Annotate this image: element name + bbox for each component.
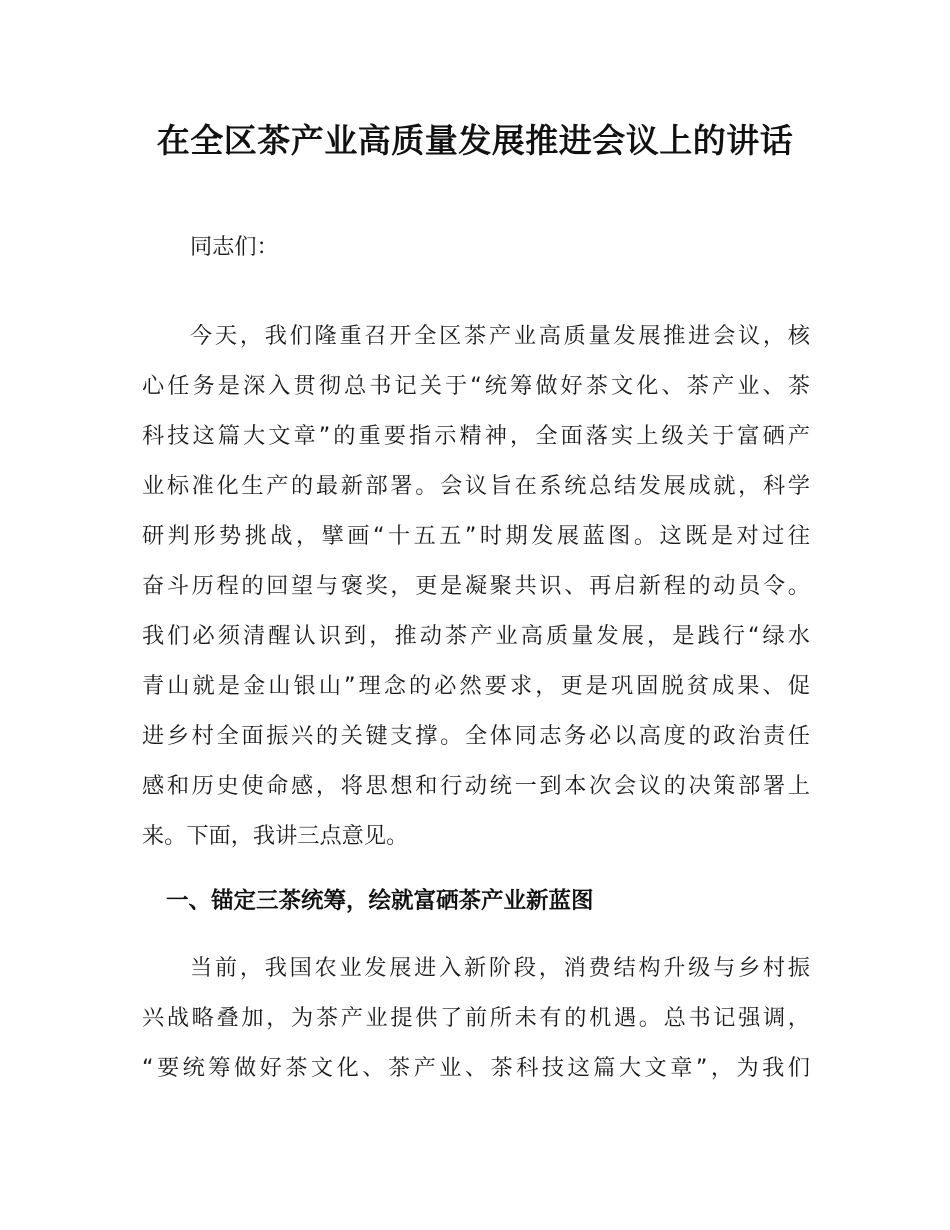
paragraph-line: 心任务是深入贯彻总书记关于“统筹做好茶文化、茶产业、茶 [142, 373, 810, 399]
paragraph-line: “要统筹做好茶文化、茶产业、茶科技这篇大文章”，为我们 [142, 1055, 810, 1081]
paragraph-line: 青山就是金山银山”理念的必然要求，更是巩固脱贫成果、促 [142, 673, 810, 699]
paragraph-line: 研判形势挑战，擘画“十五五”时期发展蓝图。这既是对过往 [142, 523, 810, 549]
salutation: 同志们： [190, 234, 279, 260]
paragraph-line: 今天，我们隆重召开全区茶产业高质量发展推进会议，核 [190, 323, 810, 349]
paragraph-line: 兴战略叠加，为茶产业提供了前所未有的机遇。总书记强调， [142, 1005, 810, 1031]
paragraph-line: 科技这篇大文章”的重要指示精神，全面落实上级关于富硒产 [142, 423, 810, 449]
paragraph-line: 当前，我国农业发展进入新阶段，消费结构升级与乡村振 [190, 955, 810, 981]
paragraph-line: 来。下面，我讲三点意见。 [142, 823, 409, 849]
paragraph-line: 进乡村全面振兴的关键支撑。全体同志务必以高度的政治责任 [142, 723, 810, 749]
paragraph-line: 我们必须清醒认识到，推动茶产业高质量发展，是践行“绿水 [142, 623, 810, 649]
paragraph-line: 奋斗历程的回望与褒奖，更是凝聚共识、再启新程的动员令。 [142, 573, 810, 599]
paragraph-line: 感和历史使命感，将思想和行动统一到本次会议的决策部署上 [142, 773, 810, 799]
paragraph-section-1 [142, 943, 810, 1093]
paragraph-line: 业标准化生产的最新部署。会议旨在系统总结发展成就，科学 [142, 473, 810, 499]
paragraph-intro [142, 311, 810, 861]
document-title: 在全区茶产业高质量发展推进会议上的讲话 [156, 121, 794, 160]
section-heading: 一、锚定三茶统筹，绘就富硒茶产业新蓝图 [166, 888, 594, 914]
